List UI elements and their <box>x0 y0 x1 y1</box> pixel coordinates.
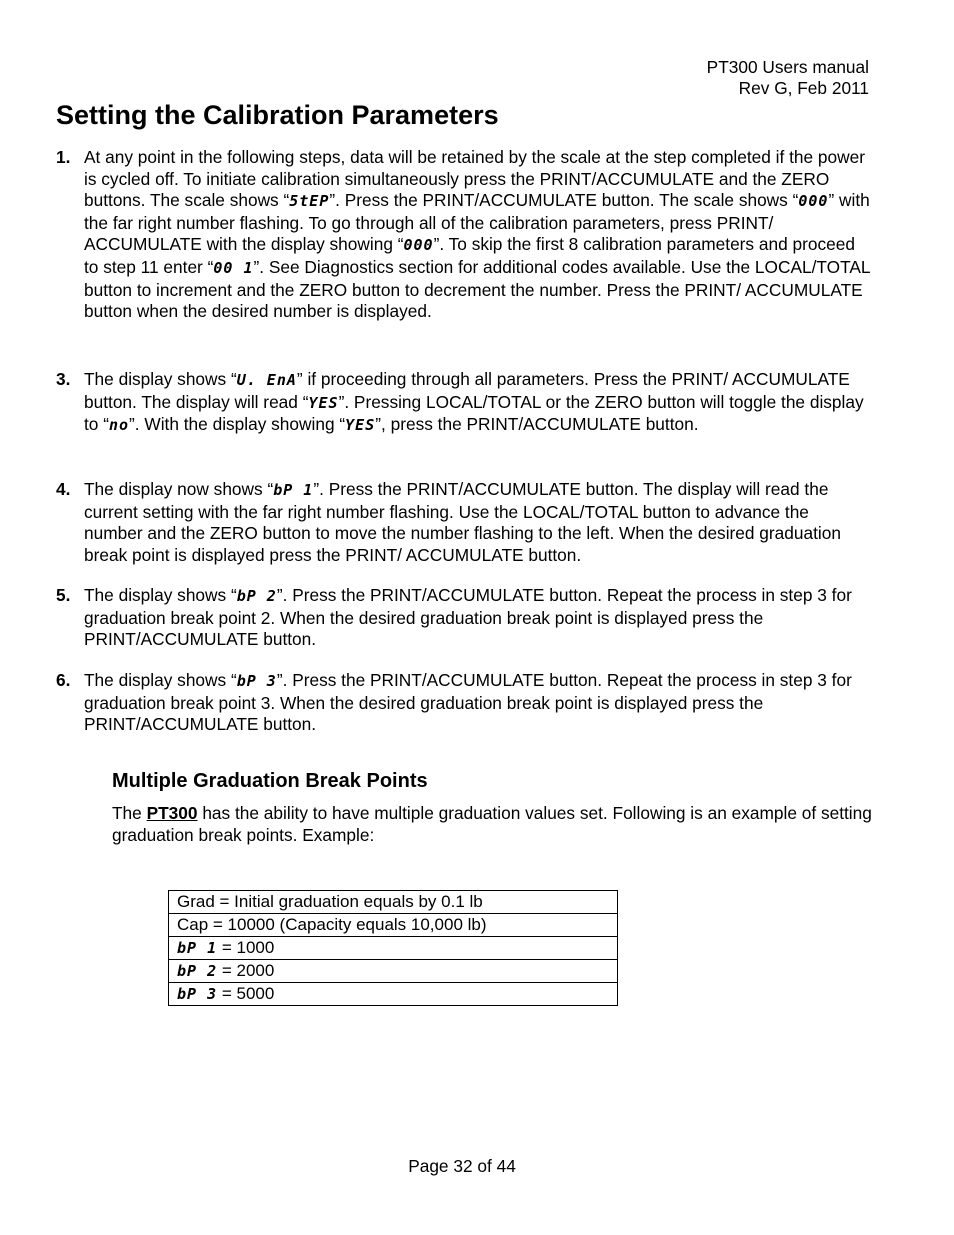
display-code: bP 1 <box>273 481 314 499</box>
step-text <box>84 585 872 651</box>
step-text-segment: ”. Press the PRINT/ACCUMULATE button. The scale shows “ <box>329 190 799 211</box>
display-code: U. EnA <box>236 371 297 389</box>
intro-text: has the ability to have multiple graduation values set. Following is an example of setting graduation break points. Example: <box>112 803 872 845</box>
step-6 <box>56 670 872 736</box>
step-text-segment: The display shows “ <box>84 585 237 605</box>
step-number: 6. <box>56 670 71 690</box>
page-header <box>707 57 869 99</box>
table-cell <box>169 960 618 983</box>
intro-text: The <box>112 803 147 823</box>
step-text-segment: ”. Press the PRINT/ACCUMULATE button. The display will read the current setting with the far right number flashing. Use the LOCAL/TOTAL button to advance the number and the ZERO button to move the number flashing to the left. When the desired graduation break point is displayed press the PRINT/ ACCUMULATE button. <box>84 479 841 565</box>
step-4 <box>56 479 872 566</box>
step-text-segment: ”. Press the PRINT/ACCUMULATE button. Repeat the process in step 3 for graduation break point 2. When the desired graduation break point is displayed press the PRINT/ACCUMULATE button. <box>84 585 852 650</box>
revision-date: Rev G, Feb 2011 <box>738 78 869 98</box>
step-text <box>84 369 872 437</box>
display-code: 000 <box>403 236 434 255</box>
display-code: 000 <box>798 192 829 211</box>
step-1 <box>56 147 872 323</box>
step-text-segment: The display now shows “ <box>84 479 274 499</box>
break-point-example-table <box>168 890 618 1006</box>
step-number: 1. <box>56 147 71 167</box>
section-intro <box>112 803 872 846</box>
cell-text: Grad = Initial graduation equals by 0.1 lb <box>177 892 483 911</box>
step-text-segment: ”. See Diagnostics section for additional codes available. Use the LOCAL/TOTAL button to increment and the ZERO button to decrement the number. Press the PRINT/ ACCUMULATE button when the desired number is displayed. <box>84 256 870 322</box>
step-text-segment: ”. To skip the first 8 calibration parameters and proceed to step 11 enter “ <box>84 234 855 277</box>
table-cell <box>169 937 618 960</box>
step-5 <box>56 585 872 651</box>
table-cell <box>169 891 618 914</box>
step-text <box>84 147 872 323</box>
display-code: YES <box>308 393 339 412</box>
step-text <box>84 670 872 736</box>
display-code: YES <box>345 416 376 435</box>
cell-text: Cap = 10000 (Capacity equals 10,000 lb) <box>177 915 487 934</box>
step-text <box>84 479 872 566</box>
step-number: 5. <box>56 585 71 605</box>
step-text-segment: ”. Press the PRINT/ACCUMULATE button. Repeat the process in step 3 for graduation break point 3. When the desired graduation break point is displayed press the PRINT/ACCUMULATE button. <box>84 670 852 735</box>
table-cell <box>169 914 618 937</box>
table-row <box>169 914 618 937</box>
display-code: bP 1 <box>177 939 218 957</box>
display-code: bP 2 <box>236 587 277 605</box>
cell-text: = 5000 <box>217 984 275 1003</box>
step-3 <box>56 369 872 437</box>
page-title: Setting the Calibration Parameters <box>56 100 499 130</box>
cell-text: = 2000 <box>217 961 275 980</box>
display-code: no <box>108 416 130 435</box>
display-code: 5tEP <box>289 192 330 211</box>
table-row <box>169 960 618 983</box>
step-text-segment: ”, press the PRINT/ACCUMULATE button. <box>375 414 699 435</box>
manual-title: PT300 Users manual <box>706 57 869 77</box>
step-text-segment: ”. With the display showing “ <box>129 414 346 435</box>
page-number: Page 32 of 44 <box>408 1156 516 1176</box>
table-row <box>169 937 618 960</box>
section-heading: Multiple Graduation Break Points <box>112 770 428 792</box>
step-text-segment: ” with the far right number flashing. To go through all of the calibration parameters, press PRINT/ ACCUMULATE with the display showing “ <box>84 190 870 255</box>
product-name: PT300 <box>146 803 198 823</box>
step-text-segment: At any point in the following steps, data will be retained by the scale at the step completed if the power is cycled off. To initiate calibration simultaneously press the PRINT/ACCUMULATE and the ZERO buttons. The scale shows “ <box>84 147 865 211</box>
step-number: 3. <box>56 369 71 389</box>
cell-text: = 1000 <box>217 938 275 957</box>
display-code: 00 1 <box>213 258 254 277</box>
display-code: bP 2 <box>177 962 218 980</box>
step-text-segment: ” if proceeding through all parameters. Press the PRINT/ ACCUMULATE button. The display will read “ <box>84 369 850 412</box>
step-number: 4. <box>56 479 71 499</box>
table-row <box>169 891 618 914</box>
step-text-segment: The display shows “ <box>84 670 237 690</box>
display-code: bP 3 <box>236 672 277 690</box>
table-cell <box>169 983 618 1006</box>
table-row <box>169 983 618 1006</box>
display-code: bP 3 <box>177 985 218 1003</box>
step-text-segment: ”. Pressing LOCAL/TOTAL or the ZERO button will toggle the display to “ <box>84 391 864 435</box>
step-text-segment: The display shows “ <box>84 369 237 389</box>
